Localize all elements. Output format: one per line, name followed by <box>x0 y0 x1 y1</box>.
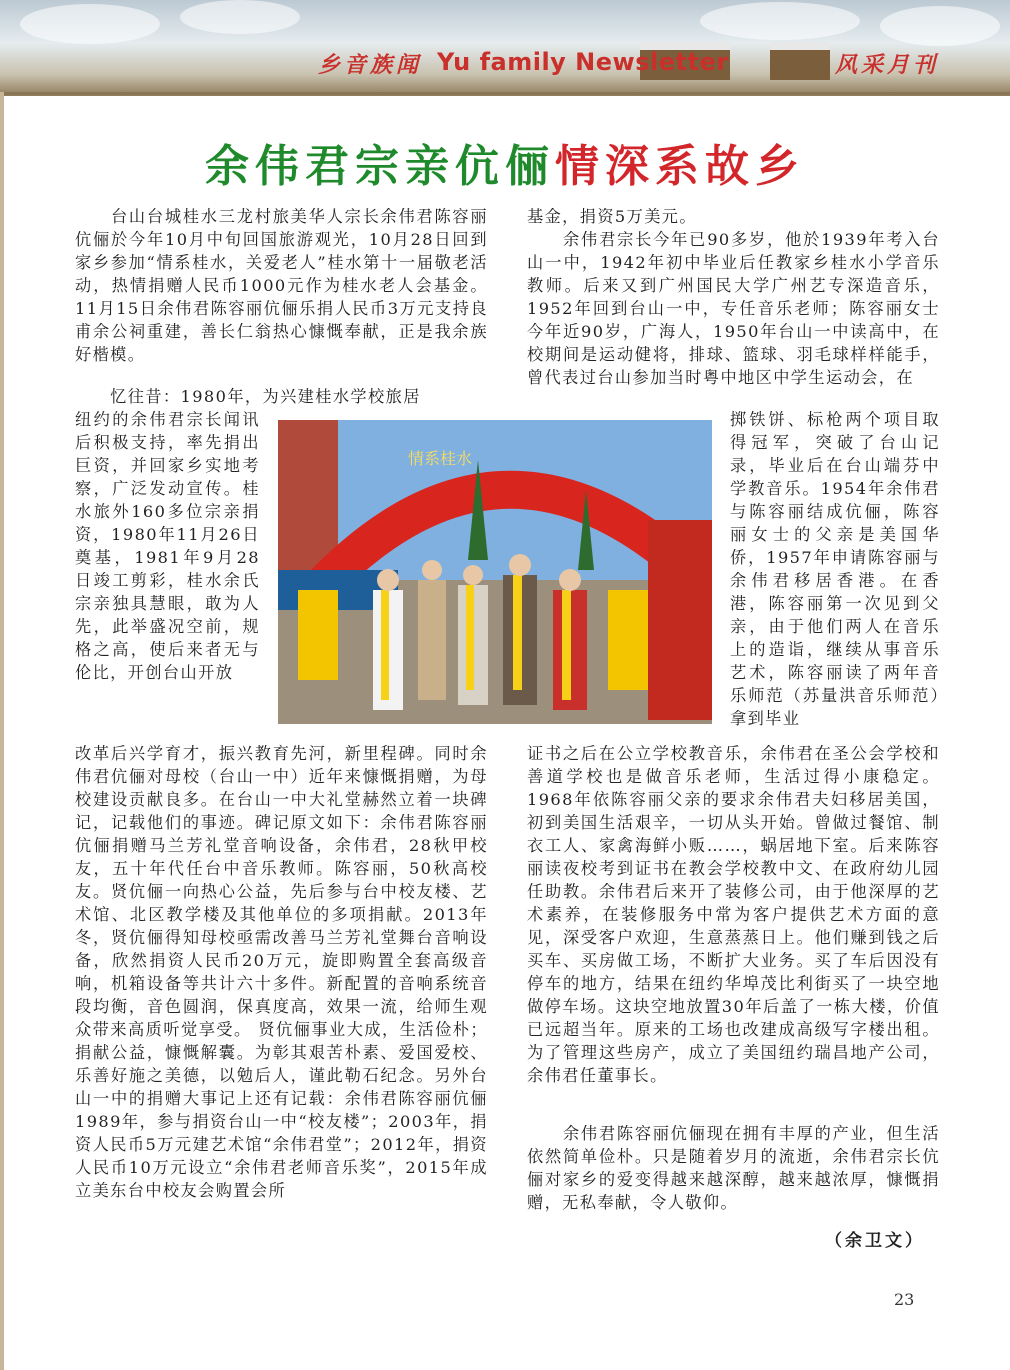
photo-illustration <box>278 420 712 724</box>
snow-tree <box>880 6 1000 46</box>
paragraph: 证书之后在公立学校教音乐，余伟君在圣公会学校和善道学校也是做音乐老师，生活过得小康稳定。1968年依陈容丽父亲的要求余伟君夫妇移居美国，初到美国生活艰辛，一切从头开始。曾做过餐馆、制衣工人、家禽海鲜小贩……，蜗居地下室。后来陈容丽读夜校考到证书在教会学校教中文、在政府幼儿园任助教。余伟君后来开了装修公司，由于他深厚的艺术素养，在装修服务中常为客户提供艺术方面的意见，深受客户欢迎，生意蒸蒸日上。他们赚到钱之后买车、买房做工场，不断扩大业务。买了车后因没有停车的地方，结果在纽约华埠茂比利街买了一块空地做停车场。这块空地放置30年后盖了一栋大楼，价值已远超当年。原来的工场也改建成高级写字楼出租。为了管理这些房产，成立了美国纽约瑞昌地产公司，余伟君任董事长。 <box>527 744 940 1085</box>
header-left-en: Yu family Newsletter <box>437 48 729 76</box>
event-photo <box>278 420 712 724</box>
header-right: 风采月刊 <box>835 52 940 78</box>
paragraph: 忆往昔：1980年，为兴建桂水学校旅居 <box>75 387 421 406</box>
cabin <box>770 42 830 80</box>
left-border <box>0 92 4 1370</box>
title-red: 情深系故乡 <box>555 141 805 192</box>
paragraph: 余伟君陈容丽伉俪现在拥有丰厚的产业，但生活依然简单俭朴。只是随着岁月的流逝，余伟君宗长伉俪对家乡的爱变得越来越深醇，越来越浓厚，慷慨捐赠，无私奉献，令人敬仰。 <box>527 1124 940 1212</box>
paragraph: 基金，捐资5万美元。 <box>527 207 697 226</box>
article-title <box>0 130 1010 194</box>
snow-tree <box>180 0 300 34</box>
title-green: 余伟君宗亲伉俪 <box>205 141 555 192</box>
paragraph: 台山台城桂水三龙村旅美华人宗长余伟君陈容丽伉俪於今年10月中旬回国旅游观光，10月28日回到家乡参加“情系桂水，关爱老人”桂水第十一届敬老活动，热情捐赠人民币1000元作为桂水老人会基金。11月15日余伟君陈容丽伉俪乐捐人民币3万元支持良甫余公祠重建，善长仁翁热心慷慨奉献，正是我余族好楷模。 <box>75 207 488 364</box>
snow-tree <box>700 2 860 40</box>
paragraph: 纽约的余伟君宗长闻讯后积极支持，率先捐出巨资，并回家乡实地考察，广泛发动宣传。桂水旅外160多位宗亲捐资，1980年11月26日奠基，1981年9月28日竣工剪彩，桂水余氏宗亲独具慧眼，敢为人先，此举盛况空前，规格之高，使后来者无与伦比，开创台山开放 <box>75 410 260 682</box>
page-number: 23 <box>894 1290 915 1309</box>
header-rule <box>0 92 1010 95</box>
author: （余卫文） <box>825 1231 925 1251</box>
paragraph: 余伟君宗长今年已90多岁，他於1939年考入台山一中，1942年初中毕业后任教家乡桂水小学音乐教师。后来又到广州国民大学广州艺专深造音乐，1952年回到台山一中，专任音乐老师；陈容丽女士今年近90岁，广海人，1950年台山一中读高中，在校期间是运动健将，排球、篮球、羽毛球样样能手，曾代表过台山参加当时粤中地区中学生运动会，在 <box>527 230 940 387</box>
paragraph: 掷铁饼、标枪两个项目取得冠军，突破了台山记录，毕业后在台山端芬中学教音乐。1954年余伟君与陈容丽结成伉俪，陈容丽女士的父亲是美国华侨，1957年申请陈容丽与余伟君移居香港。在香港，陈容丽第一次见到父亲，由于他们两人在音乐上的造诣，继续从事音乐艺术，陈容丽读了两年音乐师范（苏量洪音乐师范）拿到毕业 <box>730 410 940 728</box>
header-left-cn: 乡音族闻 <box>318 52 423 78</box>
paragraph: 改革后兴学育才，振兴教育先河，新里程碑。同时余伟君伉俪对母校（台山一中）近年来慷慨捐赠，为母校建设贡献良多。在台山一中大礼堂赫然立着一块碑记，记载他们的事迹。碑记原文如下：余伟君陈容丽伉俪捐赠马兰芳礼堂音响设备，余伟君，28秋甲校友，五十年代任台中音乐教师。陈容丽，50秋高校友。贤伉俪一向热心公益，先后参与台中校友楼、艺术馆、北区教学楼及其他单位的多项捐献。2013年冬，贤伉俪得知母校亟需改善马兰芳礼堂舞台音响设备，欣然捐资人民币20万元，旋即购置全套高级音响，机箱设备等共计六十多件。新配置的音响系统音段均衡，音色圆润，保真度高，效果一流，给师生观众带来高质听觉享受。 贤伉俪事业大成，生活俭朴；捐献公益，慷慨解囊。为彰其艰苦朴素、爱国爱校、乐善好施之美德，以勉后人，谨此勒石纪念。另外台山一中的捐赠大事记上还有记载：余伟君陈容丽伉俪1989年，参与捐资台山一中“校友楼”；2003年，捐资人民币5万元建艺术馆“余伟君堂”；2012年，捐资人民币10万元设立“余伟君老师音乐奖”，2015年成立美东台中校友会购置会所 <box>75 744 488 1200</box>
photo-banner-text: 情系桂水 <box>408 449 473 468</box>
snow-tree <box>20 4 160 44</box>
